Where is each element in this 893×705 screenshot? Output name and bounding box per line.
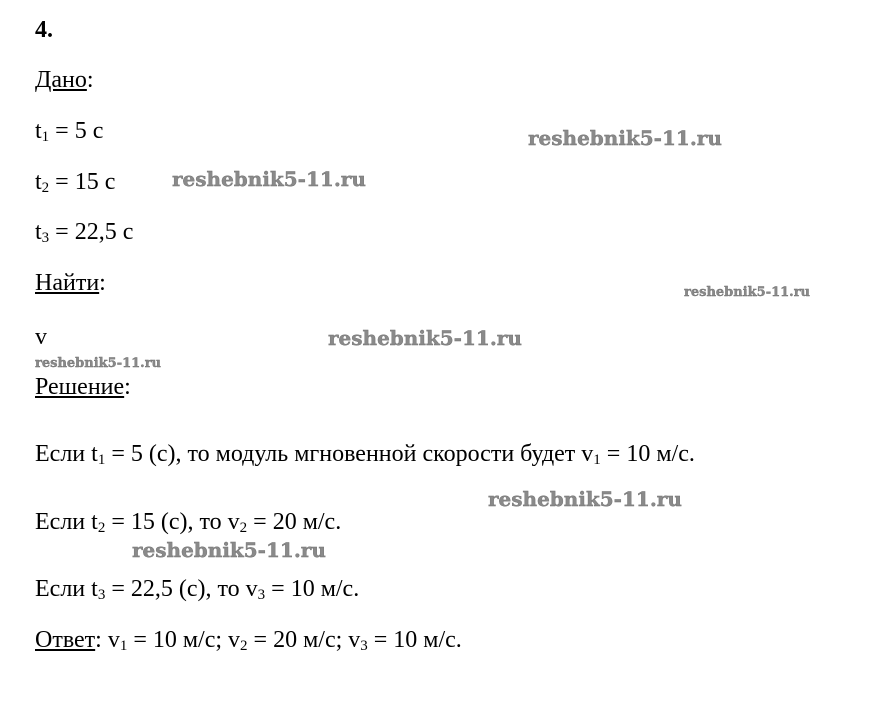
find-heading: Найти	[35, 270, 100, 296]
solution-line-2	[35, 508, 341, 536]
answer-heading: Ответ	[35, 627, 96, 653]
watermark-text: reshebnik5-11.ru	[328, 326, 522, 350]
given-var: t	[35, 219, 42, 245]
given-sub: 2	[41, 180, 50, 196]
answer-colon: :	[95, 627, 102, 653]
solution-heading-line	[35, 373, 131, 401]
answer-sub: 3	[360, 638, 368, 654]
answer-sub: 2	[240, 638, 248, 654]
solution-sub: 3	[97, 587, 106, 603]
given-heading: Дано	[35, 67, 87, 93]
answer-line	[35, 626, 462, 654]
solution-text: Если t	[35, 441, 98, 467]
find-colon: :	[99, 270, 106, 296]
solution-text: Если t	[35, 576, 98, 602]
solution-sub: 2	[97, 520, 106, 536]
watermark-text: reshebnik5-11.ru	[684, 285, 811, 300]
given-heading-line	[35, 66, 94, 94]
solution-text: = 22,5 (с), то v	[105, 576, 258, 602]
answer-text: = 10 м/с; v	[127, 627, 241, 653]
solution-sub: 3	[257, 587, 266, 603]
given-colon: :	[86, 67, 94, 93]
solution-colon: :	[124, 374, 131, 400]
solution-text: = 10 м/с.	[600, 441, 695, 467]
solution-heading: Решение	[35, 374, 125, 400]
solution-text: = 5 (с), то модуль мгновенной скорости будет v	[105, 441, 594, 467]
given-value: = 22,5 с	[49, 219, 134, 245]
watermark-text: reshebnik5-11.ru	[132, 538, 326, 562]
problem-number: 4.	[35, 17, 53, 43]
solution-line-3	[35, 575, 359, 603]
given-sub: 3	[41, 230, 50, 246]
answer-text: v	[101, 627, 120, 653]
watermark-text: reshebnik5-11.ru	[488, 487, 682, 511]
solution-text: = 20 м/с.	[247, 509, 342, 535]
watermark-text: reshebnik5-11.ru	[172, 167, 366, 191]
answer-sub: 1	[119, 638, 128, 654]
given-value: = 15 с	[49, 169, 116, 195]
answer-text: = 10 м/с.	[367, 627, 462, 653]
given-item-t2	[35, 168, 115, 196]
watermark-text: reshebnik5-11.ru	[35, 356, 162, 371]
solution-text: = 10 м/с.	[265, 576, 360, 602]
given-sub: 1	[41, 129, 50, 145]
given-item-t3	[35, 218, 133, 246]
find-var: v	[35, 324, 47, 350]
solution-sub: 1	[97, 452, 106, 468]
solution-line-1	[35, 440, 695, 468]
solution-sub: 2	[239, 520, 248, 536]
watermark-text: reshebnik5-11.ru	[528, 126, 722, 150]
answer-text: = 20 м/с; v	[247, 627, 361, 653]
solution-text: = 15 (с), то v	[105, 509, 240, 535]
given-value: = 5 с	[49, 118, 104, 144]
given-item-t1	[35, 117, 103, 145]
solution-text: Если t	[35, 509, 98, 535]
given-var: t	[35, 169, 42, 195]
find-heading-line	[35, 269, 106, 297]
solution-sub: 1	[593, 452, 601, 468]
given-var: t	[35, 118, 42, 144]
